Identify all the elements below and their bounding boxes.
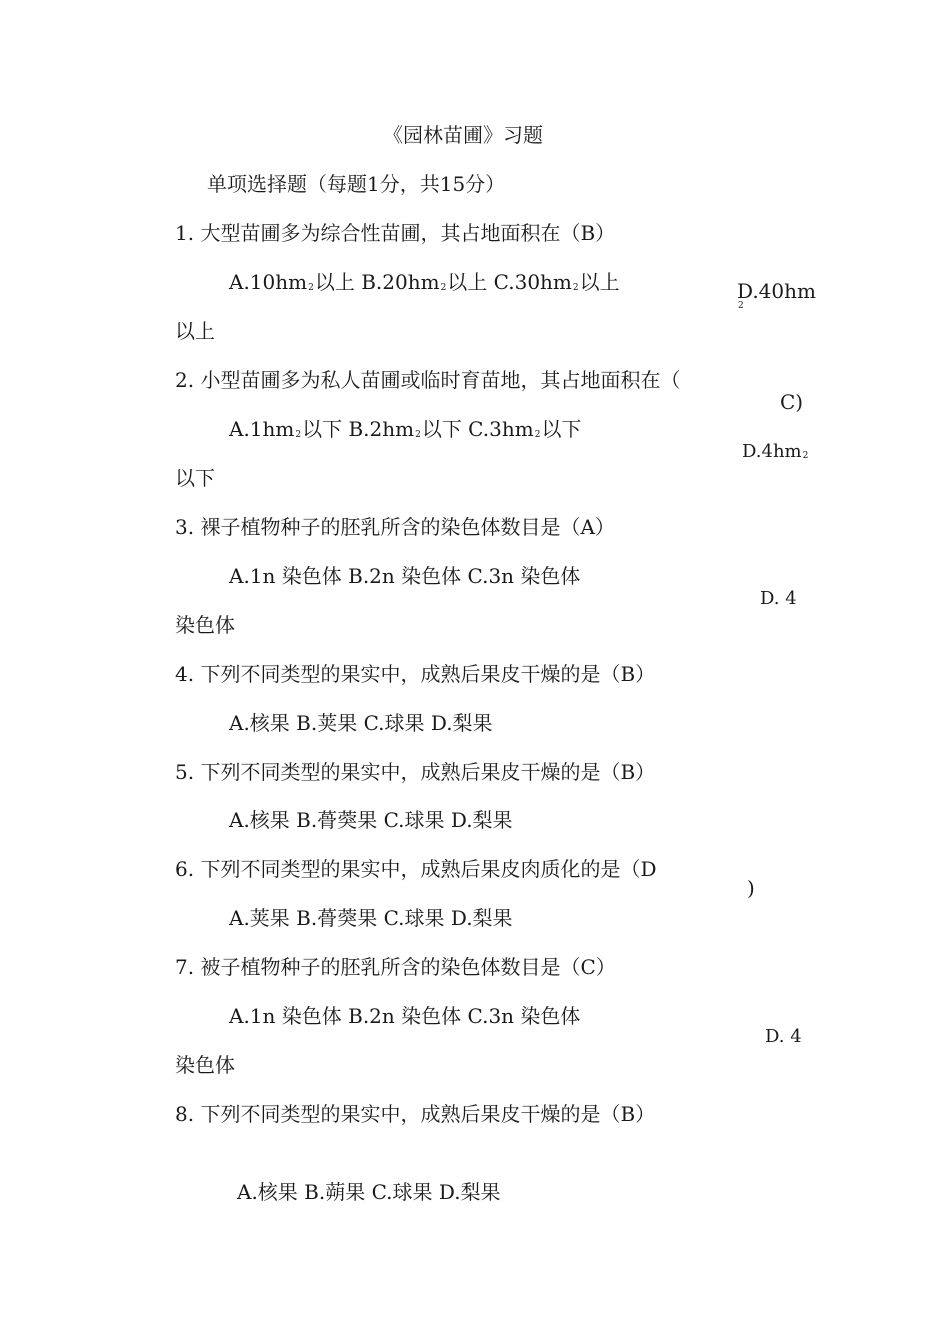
question-2-option-d (742, 440, 809, 468)
question-1-stem: 1. 大型苗圃多为综合性苗圃，其占地面积在（B） (175, 221, 616, 245)
unit-superscript: 2 (534, 430, 541, 440)
unit-superscript: 2 (572, 283, 579, 293)
option-c: 以上 C.30hm (447, 270, 572, 294)
question-8-stem: 8. 下列不同类型的果实中，成熟后果皮干燥的是（B） (175, 1102, 656, 1126)
question-7-options: A.1n 染色体 B.2n 染色体 C.3n 染色体 (229, 1004, 581, 1028)
question-6-answer-close: ) (747, 876, 755, 900)
unit-superscript: 2 (802, 451, 809, 461)
question-2-answer: C) (780, 390, 804, 414)
unit-superscript: 2 (295, 430, 302, 440)
question-2-stem: 2. 小型苗圃多为私人苗圃或临时育苗地，其占地面积在（ (175, 368, 681, 392)
question-4-stem: 4. 下列不同类型的果实中，成熟后果皮干燥的是（B） (175, 662, 656, 686)
question-1-continuation: 以上 (175, 319, 215, 343)
question-1-option-d: D.40hm (737, 279, 816, 303)
question-7-stem: 7. 被子植物种子的胚乳所含的染色体数目是（C） (175, 955, 616, 979)
option-d: D. 4 (760, 588, 797, 609)
unit-superscript: 2 (415, 430, 421, 440)
question-7-continuation: 染色体 (175, 1053, 235, 1077)
option-d: D.4hm (742, 441, 802, 462)
question-1-options (229, 270, 620, 300)
question-3-option-d-fragment (760, 583, 797, 609)
question-2-continuation: 以下 (175, 466, 215, 490)
question-1-option-d-superscript: 2 (738, 301, 744, 311)
question-3-continuation: 染色体 (175, 613, 235, 637)
option-a: A.10hm (229, 270, 308, 294)
question-3-options: A.1n 染色体 B.2n 染色体 C.3n 染色体 (229, 564, 581, 588)
option-c: 以下 C.3hm (421, 417, 534, 441)
option-d-suffix: 以上 (579, 270, 620, 294)
option-b: 以下 B.2hm (302, 417, 415, 441)
question-8-options: A.核果 B.蒴果 C.球果 D.梨果 (237, 1180, 501, 1204)
question-7-option-d-fragment: D. 4 (765, 1026, 802, 1047)
section-heading: 单项选择题（每题1分，共15分） (207, 172, 506, 196)
unit-superscript: 2 (440, 283, 447, 293)
question-6-options: A.荚果 B.蓇葖果 C.球果 D.梨果 (229, 906, 513, 930)
question-6-stem: 6. 下列不同类型的果实中，成熟后果皮肉质化的是（D (175, 857, 657, 881)
question-5-stem: 5. 下列不同类型的果实中，成熟后果皮干燥的是（B） (175, 760, 656, 784)
question-5-options: A.核果 B.蓇葖果 C.球果 D.梨果 (229, 808, 513, 832)
option-a: A.1hm (229, 417, 295, 441)
question-3-stem: 3. 裸子植物种子的胚乳所含的染色体数目是（A） (175, 515, 615, 539)
question-2-options (229, 417, 581, 447)
page-title: 《园林苗圃》习题 (383, 123, 543, 147)
unit-superscript: 2 (308, 283, 314, 293)
question-4-options: A.核果 B.荚果 C.球果 D.梨果 (229, 711, 493, 735)
option-d-suffix: 以下 (541, 417, 582, 441)
option-b: 以上 B.20hm (314, 270, 440, 294)
